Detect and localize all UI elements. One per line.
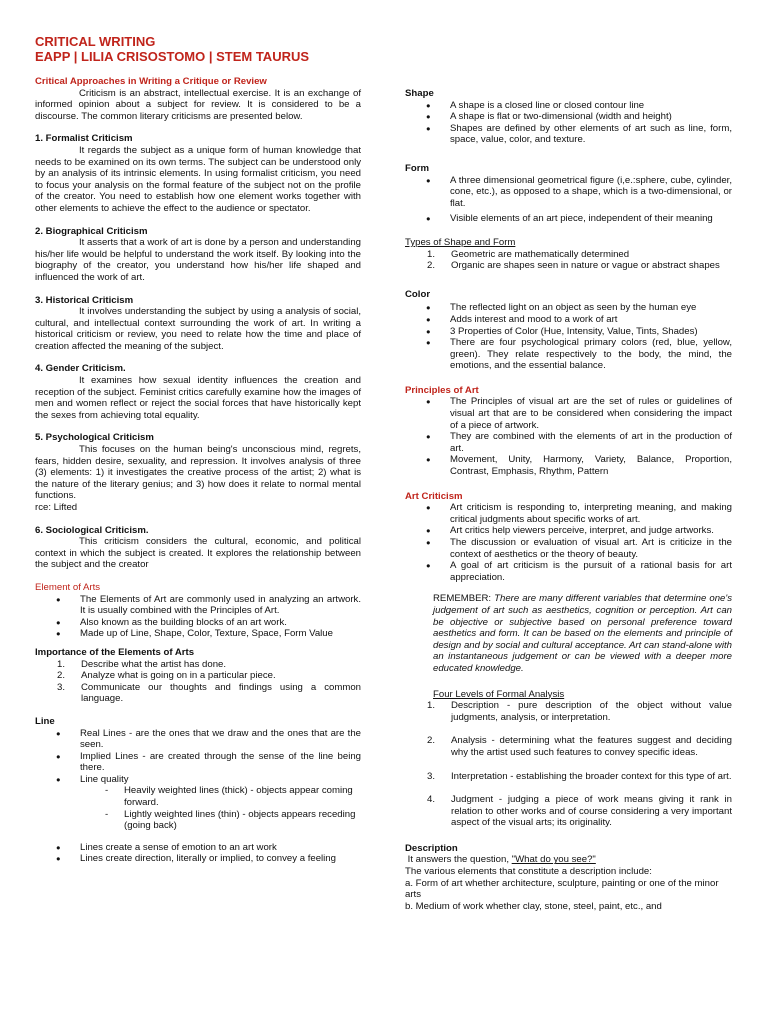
list-item: ● The discussion or evaluation of visual art. Art is criticize in the context of aesthetics or the theory of beauty.	[405, 537, 732, 560]
source-note: rce: Lifted	[35, 502, 78, 513]
color-heading: Color	[405, 288, 431, 300]
types-list	[405, 249, 732, 272]
list-item: 4. Judgment - judging a piece of work means giving it rank in relation to other works and of course considering a very important aspect of the visual arts; its originality.	[427, 794, 732, 829]
document-header	[35, 34, 309, 64]
line-list	[35, 728, 361, 786]
gender-title: 4. Gender Criticism.	[35, 363, 126, 375]
gender-text: It examines how sexual identity influences the creation and reception of the subject. Feminist critics carefully examine how the images of men and women reflect or reject the social forces that have historically kept the sexes from achieving total equality.	[35, 375, 361, 421]
remember-text: There are many different variables that determine one's judgement of art such as aesthetics, cognition or perception. Art can be objective or subjective based on personal preference toward aesthetics and form. It can be based on the elements and principle of design and by social and cultural acceptance. Art can stand-alone with an instantaneous judgement or can be viewed with a deeper more educated knowledge.	[433, 593, 733, 674]
list-item: ● Line quality	[35, 774, 361, 786]
list-item: ● Made up of Line, Shape, Color, Texture, Space, Form Value	[35, 628, 361, 640]
sociological-title: 6. Sociological Criticism.	[35, 524, 149, 536]
importance-list	[35, 659, 361, 705]
psychological-text: This focuses on the human being's unconscious mind, regrets, fears, hidden desire, sexuality, and repression. It involves analysis of three (3) elements: 1) it investigates the creative process of the artist; 2) what is the nature of the literary genius; and 3) how does it relate to normal mental functions.	[35, 444, 361, 502]
description-intro: The various elements that constitute a description include:	[405, 866, 652, 878]
art-criticism-list	[405, 502, 732, 583]
art-criticism-heading: Art Criticism	[405, 490, 463, 502]
description-item-a: a. Form of art whether architecture, sculpture, painting or one of the minor arts	[405, 877, 719, 901]
list-item: 1. Geometric are mathematically determined	[427, 248, 630, 260]
levels-list	[405, 700, 732, 829]
list-item: 2. Analyze what is going on in a particular piece.	[57, 670, 276, 682]
description-heading: Description	[405, 842, 458, 854]
elements-heading: Element of Arts	[35, 581, 101, 593]
elements-list	[35, 594, 361, 640]
right-column	[405, 88, 732, 912]
list-item: - Heavily weighted lines (thick) - objects appear coming forward.	[35, 785, 361, 808]
list-item: ● Also known as the building blocks of an art work.	[35, 617, 361, 629]
left-column	[35, 76, 361, 865]
historical-text: It involves understanding the subject by using a analysis of social, cultural, and intellectual context surrounding the work of art. In writing a historical criticism or review, you need to relate how the time and place of creation affected the meaning of the subject.	[35, 306, 361, 352]
intro-paragraph: Criticism is an abstract, intellectual exercise. It is an exchange of informed opinion about a subject for review. It is considered to be a discourse. The common literary criticisms are presented below.	[35, 87, 361, 122]
list-item: ● A shape is a closed line or closed contour line	[405, 100, 732, 112]
document-title: CRITICAL WRITING	[35, 34, 156, 49]
list-item: 1. Description - pure description of the object without value judgments, analysis, or interpretation.	[427, 700, 732, 723]
biographical-text: It asserts that a work of art is done by a person and understanding his/her life would be helpful to understand the work itself. By looking into the biography of the creator, you understand how his/her life shaped and influenced the work of art.	[35, 237, 361, 283]
list-item: ● The Elements of Art are commonly used in analyzing an artwork. It is usually combined with the Principles of Art.	[35, 594, 361, 617]
list-item: ● Implied Lines - are created through the sense of the line being there.	[35, 751, 361, 774]
principles-heading: Principles of Art	[405, 384, 479, 396]
list-item: ● There are four psychological primary colors (red, blue, yellow, green). They relate respectively to the body, the mind, the emotions, and the essential balance.	[405, 337, 732, 372]
form-list	[405, 175, 732, 225]
list-item: ● Lines create a sense of emotion to an art work	[35, 842, 361, 854]
list-item: ● Art critics help viewers perceive, interpret, and judge artworks.	[405, 525, 732, 537]
list-item: 2. Organic are shapes seen in nature or vague or abstract shapes	[427, 260, 720, 272]
list-item: 2. Analysis - determining what the features suggest and deciding why the artist used such features to convey specific ideas.	[427, 735, 732, 758]
list-item: - Lightly weighted lines (thin) - objects appears receding (going back)	[35, 809, 361, 832]
document-subtitle: EAPP | LILIA CRISOSTOMO | STEM TAURUS	[35, 49, 310, 64]
list-item: ● Adds interest and mood to a work of art	[405, 314, 732, 326]
line-quality-list	[35, 785, 361, 831]
description-question: It answers the question, "What do you see?"	[407, 854, 596, 866]
list-item: ● Art criticism is responding to, interpreting meaning, and making critical judgments about specific works of art.	[405, 502, 732, 525]
sociological-text: This criticism considers the cultural, economic, and political context in which the subject is created. It explores the relationship between the subject and the creator	[35, 536, 361, 571]
list-item: 1. Describe what the artist has done.	[57, 658, 227, 670]
list-item: 3. Communicate our thoughts and findings using a common language.	[57, 681, 361, 705]
list-item: ● Visible elements of an art piece, independent of their meaning	[405, 213, 732, 225]
historical-title: 3. Historical Criticism	[35, 294, 134, 306]
form-heading: Form	[405, 162, 429, 174]
list-item: ● Movement, Unity, Harmony, Variety, Balance, Proportion, Contrast, Emphasis, Rhythm, Pattern	[405, 454, 732, 477]
list-item: ● They are combined with the elements of art in the production of art.	[405, 431, 732, 454]
line-list-2	[35, 842, 361, 865]
types-heading: Types of Shape and Form	[405, 236, 516, 248]
list-item: 3. Interpretation - establishing the broader context for this type of art.	[427, 770, 732, 782]
shape-heading: Shape	[405, 88, 434, 99]
levels-heading: Four Levels of Formal Analysis	[433, 688, 565, 700]
approaches-heading: Critical Approaches in Writing a Critique or Review	[35, 76, 267, 87]
biographical-title: 2. Biographical Criticism	[35, 225, 148, 237]
list-item: ● The reflected light on an object as seen by the human eye	[405, 302, 732, 314]
principles-list	[405, 396, 732, 477]
formalist-text: It regards the subject as a unique form of human knowledge that needs to be examined on its own terms. The subject can be understood only by an analysis of its intrinsic elements. In using formalist criticism, you need to focus your analysis on the formal feature of the subject not on the profile of the creator. You need to establish how one element works together with other elements to achieve the effect to the audience or spectator.	[35, 144, 361, 214]
color-list	[405, 302, 732, 372]
list-item: ● A three dimensional geometrical figure (i,e.:sphere, cube, cylinder, cone, etc.), as opposed to a shape, which is a two-dimensional, or flat.	[405, 175, 732, 210]
remember-label: REMEMBER:	[433, 593, 492, 605]
remember-note	[405, 593, 732, 674]
description-item-b: b. Medium of work whether clay, stone, steel, paint, etc., and	[405, 900, 662, 912]
shape-list	[405, 100, 732, 146]
line-heading: Line	[35, 715, 55, 727]
list-item: ● 3 Properties of Color (Hue, Intensity, Value, Tints, Shades)	[405, 326, 732, 338]
list-item: ● Shapes are defined by other elements of art such as line, form, space, value, color, and texture.	[405, 123, 732, 146]
list-item: ● A goal of art criticism is the pursuit of a rational basis for art appreciation.	[405, 560, 732, 583]
list-item: ● A shape is flat or two-dimensional (width and height)	[405, 111, 732, 123]
formalist-title: 1. Formalist Criticism	[35, 133, 133, 145]
list-item: ● The Principles of visual art are the set of rules or guidelines of visual art that are to be considered when considering the impact of a piece of artwork.	[405, 396, 732, 431]
list-item: ● Lines create direction, literally or implied, to convey a feeling	[35, 853, 361, 865]
importance-heading: Importance of the Elements of Arts	[35, 646, 195, 658]
list-item: ● Real Lines - are the ones that we draw and the ones that are the seen.	[35, 728, 361, 751]
psychological-title: 5. Psychological Criticism	[35, 432, 154, 444]
